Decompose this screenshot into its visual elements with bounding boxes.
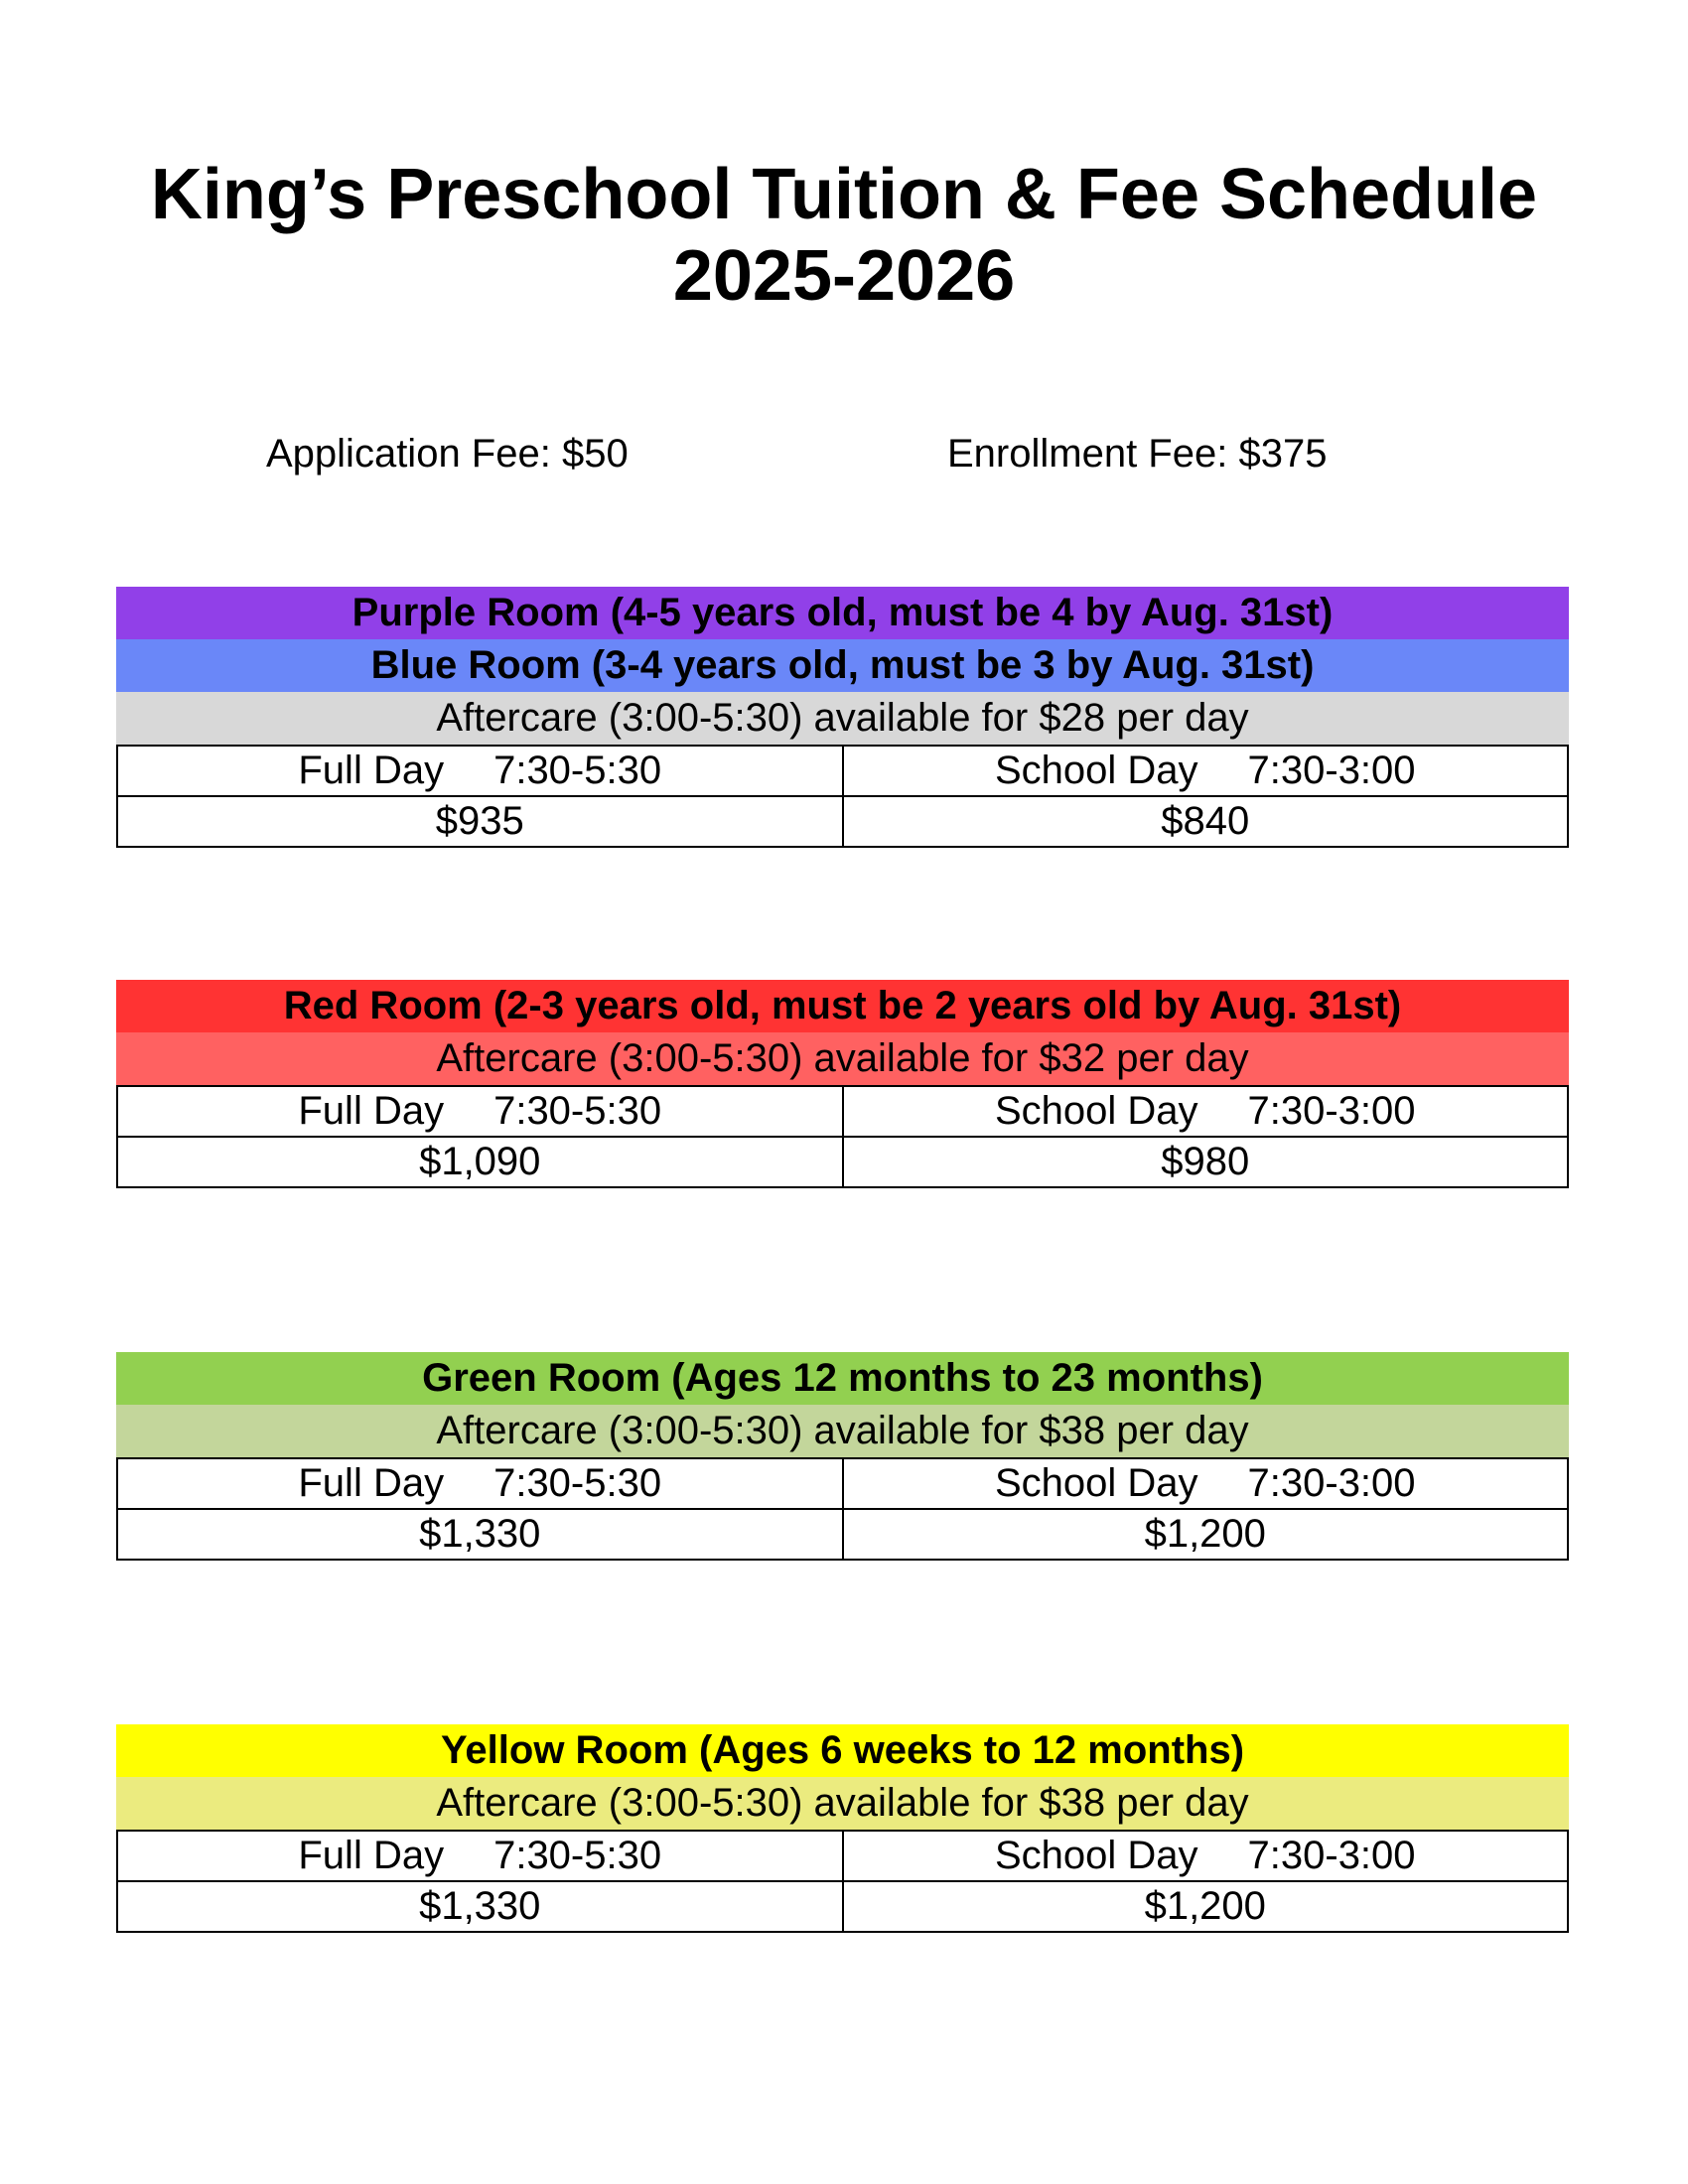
table-row: [117, 1086, 1568, 1137]
school-day-hours: 7:30-3:00: [1247, 1461, 1416, 1505]
purple-room-header: Purple Room (4-5 years old, must be 4 by Aug. 31st): [116, 587, 1569, 639]
table-row: [117, 796, 1568, 847]
aftercare-band: Aftercare (3:00-5:30) available for $38 per day: [116, 1777, 1569, 1830]
full-day-price: $1,330: [117, 1881, 843, 1932]
aftercare-band: Aftercare (3:00-5:30) available for $28 per day: [116, 692, 1569, 745]
full-day-cell: [117, 1831, 843, 1881]
full-day-hours: 7:30-5:30: [493, 1834, 662, 1877]
tuition-table: [116, 745, 1569, 848]
school-day-label: School Day: [994, 1089, 1198, 1133]
school-day-cell: [843, 746, 1569, 796]
school-day-cell: [843, 1086, 1569, 1137]
tuition-table: [116, 1085, 1569, 1188]
full-day-cell: [117, 1458, 843, 1509]
yellow-room-header: Yellow Room (Ages 6 weeks to 12 months): [116, 1724, 1569, 1777]
full-day-hours: 7:30-5:30: [493, 1089, 662, 1133]
full-day-cell: [117, 746, 843, 796]
enrollment-fee: Enrollment Fee: $375: [947, 432, 1328, 476]
full-day-label: Full Day: [298, 749, 445, 792]
red-room-header: Red Room (2-3 years old, must be 2 years old by Aug. 31st): [116, 980, 1569, 1032]
school-day-price: $980: [843, 1137, 1569, 1187]
full-day-cell: [117, 1086, 843, 1137]
green-room-header: Green Room (Ages 12 months to 23 months): [116, 1352, 1569, 1405]
yellow-room-section: [116, 1724, 1569, 1933]
school-day-label: School Day: [994, 1461, 1198, 1505]
aftercare-band: Aftercare (3:00-5:30) available for $38 per day: [116, 1405, 1569, 1457]
full-day-hours: 7:30-5:30: [493, 749, 662, 792]
table-row: [117, 1137, 1568, 1187]
page-title: [0, 154, 1688, 317]
full-day-label: Full Day: [298, 1089, 445, 1133]
school-day-label: School Day: [994, 749, 1198, 792]
blue-room-header: Blue Room (3-4 years old, must be 3 by Aug. 31st): [116, 639, 1569, 692]
school-day-hours: 7:30-3:00: [1247, 1089, 1416, 1133]
title-line-1: King’s Preschool Tuition & Fee Schedule: [150, 155, 1538, 234]
school-day-cell: [843, 1831, 1569, 1881]
table-row: [117, 1509, 1568, 1560]
school-day-price: $1,200: [843, 1881, 1569, 1932]
fees-row: [0, 432, 1688, 481]
full-day-label: Full Day: [298, 1461, 445, 1505]
table-row: [117, 1831, 1568, 1881]
full-day-label: Full Day: [298, 1834, 445, 1877]
full-day-price: $1,090: [117, 1137, 843, 1187]
aftercare-band: Aftercare (3:00-5:30) available for $32 per day: [116, 1032, 1569, 1085]
school-day-hours: 7:30-3:00: [1247, 749, 1416, 792]
school-day-label: School Day: [994, 1834, 1198, 1877]
red-room-section: [116, 980, 1569, 1188]
application-fee: Application Fee: $50: [266, 432, 629, 476]
tuition-table: [116, 1457, 1569, 1561]
purple-blue-room-section: [116, 587, 1569, 848]
school-day-price: $1,200: [843, 1509, 1569, 1560]
title-line-2: 2025-2026: [672, 236, 1016, 316]
green-room-section: [116, 1352, 1569, 1561]
full-day-hours: 7:30-5:30: [493, 1461, 662, 1505]
full-day-price: $1,330: [117, 1509, 843, 1560]
table-row: [117, 746, 1568, 796]
tuition-table: [116, 1830, 1569, 1933]
school-day-cell: [843, 1458, 1569, 1509]
table-row: [117, 1458, 1568, 1509]
school-day-price: $840: [843, 796, 1569, 847]
full-day-price: $935: [117, 796, 843, 847]
table-row: [117, 1881, 1568, 1932]
school-day-hours: 7:30-3:00: [1247, 1834, 1416, 1877]
